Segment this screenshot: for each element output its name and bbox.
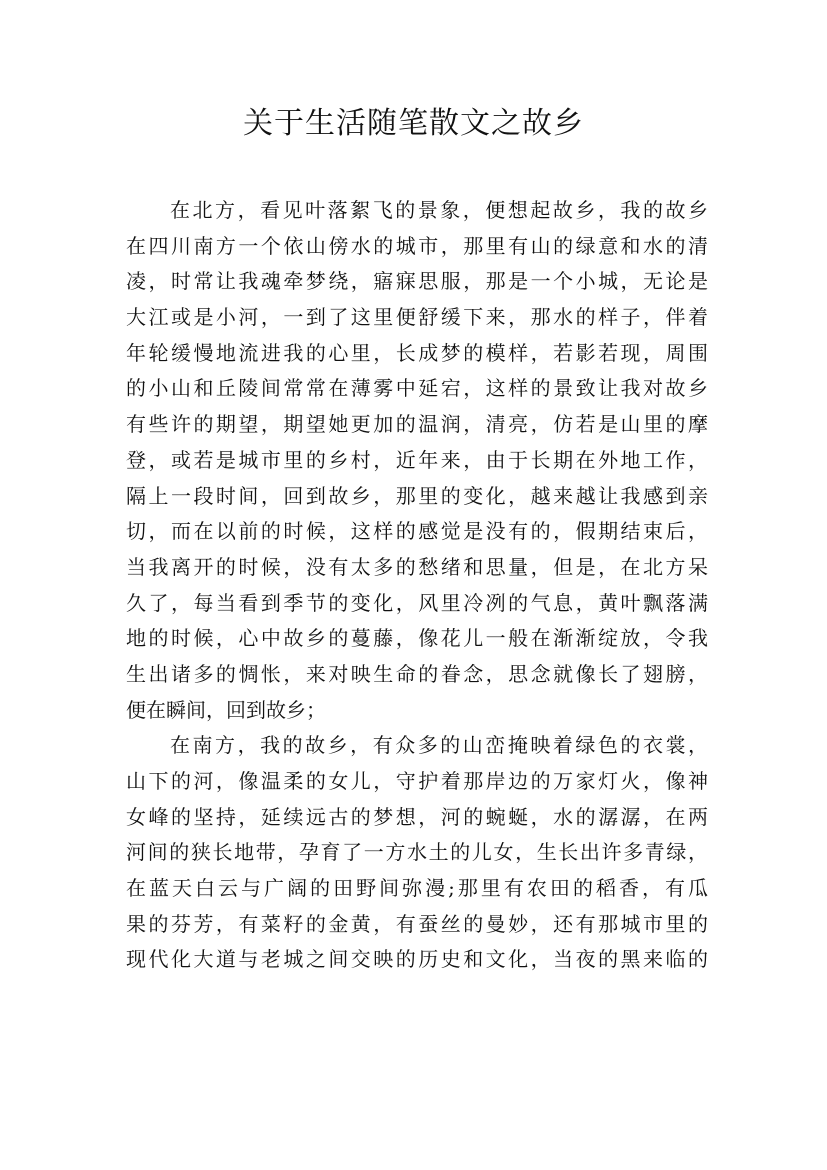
text-line: 登，或若是城市里的乡村，近年来，由于长期在外地工作， [126,447,708,472]
text-line: 女峰的坚持，延续远古的梦想，河的蜿蜒，水的潺潺，在两 [126,804,708,829]
text-line: 切，而在以前的时候，这样的感觉是没有的，假期结束后， [126,519,708,544]
text-line: 的小山和丘陵间常常在薄雾中延宕，这样的景致让我对故乡 [126,376,708,401]
text-line: 大江或是小河，一到了这里便舒缓下来，那水的样子，伴着 [126,305,708,330]
text-line: 久了，每当看到季节的变化，风里冷冽的气息，黄叶飘落满 [126,590,708,615]
text-line: 果的芬芳，有菜籽的金黄，有蚕丝的曼妙，还有那城市里的 [126,911,708,936]
text-line: 便在瞬间，回到故乡； [126,697,326,722]
text-line: 地的时候，心中故乡的蔓藤，像花儿一般在渐渐绽放，令我 [126,626,708,651]
text-line: 现代化大道与老城之间交映的历史和文化，当夜的黑来临的 [126,947,708,972]
text-line: 在南方，我的故乡，有众多的山峦掩映着绿色的衣裳， [170,733,708,758]
text-line: 隔上一段时间，回到故乡，那里的变化，越来越让我感到亲 [126,483,708,508]
text-line: 生出诸多的惆怅，来对映生命的眷念，思念就像长了翅膀， [126,661,708,686]
text-line: 在北方，看见叶落絮飞的景象，便想起故乡，我的故乡 [170,198,708,222]
text-line: 在蓝天白云与广阔的田野间弥漫;那里有农田的稻香，有瓜 [126,876,708,901]
text-line: 凌，时常让我魂牵梦绕，寤寐思服，那是一个小城，无论是 [126,269,708,294]
text-line: 年轮缓慢地流进我的心里，长成梦的模样，若影若现，周围 [126,340,708,365]
document-title: 关于生活随笔散文之故乡 [243,106,584,141]
text-line: 山下的河，像温柔的女儿，守护着那岸边的万家灯火，像神 [126,769,708,793]
text-line: 有些许的期望，期望她更加的温润，清亮，仿若是山里的摩 [126,412,708,437]
document-body [126,193,708,978]
text-line: 在四川南方一个依山傍水的城市，那里有山的绿意和水的清 [126,233,708,258]
text-line: 当我离开的时候，没有太多的愁绪和思量，但是，在北方呆 [126,554,708,579]
text-line: 河间的狭长地带，孕育了一方水土的儿女，生长出许多青绿， [126,840,708,865]
